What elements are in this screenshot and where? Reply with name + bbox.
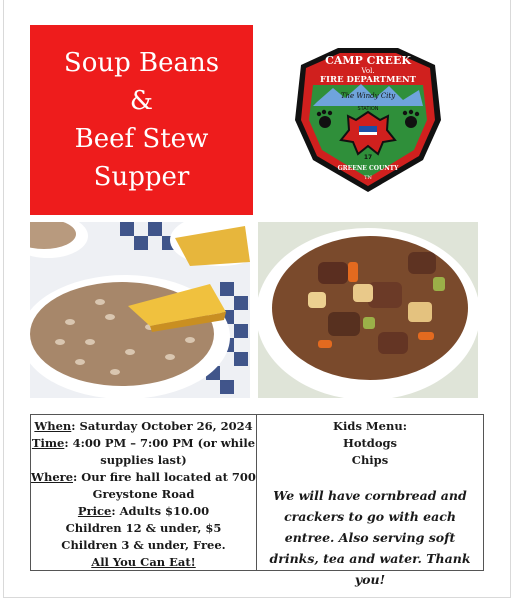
all-you-can-eat: All You Can Eat! — [91, 555, 196, 569]
title-line-2: & — [129, 86, 154, 116]
when-label: When — [34, 419, 72, 433]
where-label: Where — [31, 470, 74, 484]
logo-station: STATION — [357, 106, 379, 112]
time-row — [31, 435, 256, 452]
event-title-box — [30, 25, 253, 215]
when-value: : Saturday October 26, 2024 — [71, 419, 253, 433]
time-value: : 4:00 PM – 7:00 PM (or while — [64, 436, 256, 450]
title-line-1: Soup Beans — [63, 48, 220, 78]
event-details-table — [30, 414, 484, 587]
fire-department-logo — [258, 25, 478, 215]
price-label: Price — [77, 504, 112, 518]
where-value-cont: Greystone Road — [92, 487, 195, 501]
logo-county: GREENE COUNTY — [337, 165, 399, 172]
logo-motto: The Windy City — [340, 92, 396, 100]
logo-dept-text: FIRE DEPARTMENT — [320, 75, 416, 85]
kids-menu-column — [257, 415, 483, 587]
soup-beans-photo — [30, 222, 250, 398]
kids-menu-item: Hotdogs — [342, 436, 398, 450]
kids-menu-heading: Kids Menu: — [333, 419, 407, 433]
price-value: : Adults $10.00 — [111, 504, 210, 518]
beef-stew-photo — [258, 222, 478, 398]
where-row — [31, 469, 256, 486]
logo-state: TN — [364, 175, 372, 181]
title-line-4: Supper — [93, 162, 190, 192]
logo-vol-text: Vol. — [361, 67, 375, 75]
extras-note: We will have cornbread and crackers to go with each entree. Also serving soft drinks, tea and water. Thank you! — [269, 488, 471, 587]
when-row — [31, 418, 256, 435]
price-row — [31, 503, 256, 520]
time-label: Time — [31, 436, 65, 450]
price-small-children: Children 3 & under, Free. — [61, 538, 226, 552]
fire-department-badge-icon — [283, 40, 453, 200]
kids-menu-item: Chips — [351, 453, 389, 467]
where-value: : Our fire hall located at 700 — [73, 470, 256, 484]
logo-top-text: CAMP CREEK — [325, 54, 411, 67]
event-details-column — [31, 415, 257, 570]
price-children: Children 12 & under, $5 — [65, 521, 222, 535]
logo-number: 17 — [363, 154, 373, 161]
time-value-cont: supplies last) — [100, 453, 187, 467]
title-line-3: Beef Stew — [74, 124, 209, 154]
